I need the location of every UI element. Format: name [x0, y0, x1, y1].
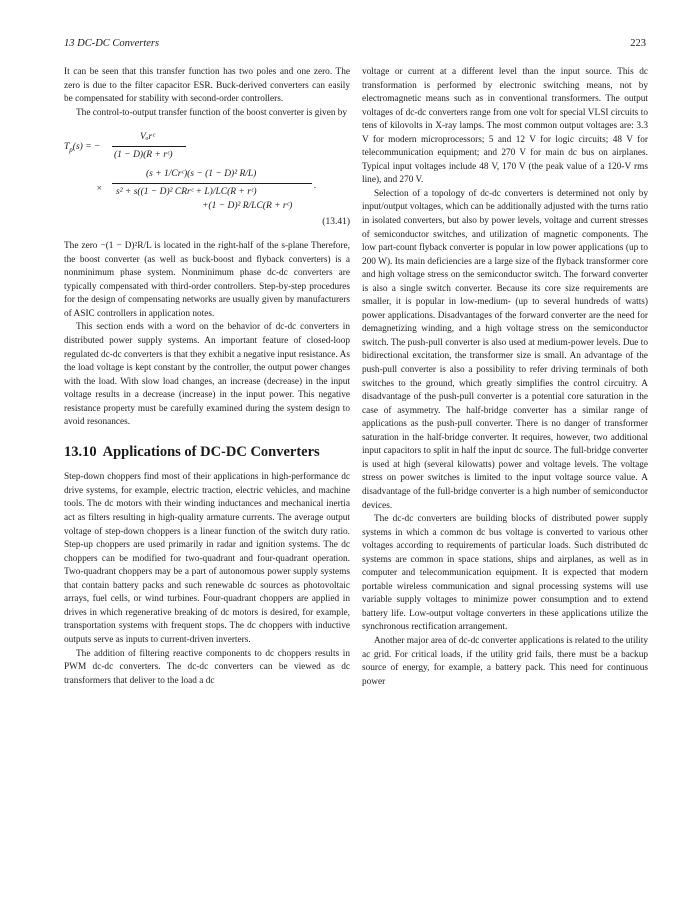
equation-lhs: $T_p(s)$ = − — [64, 142, 101, 155]
fraction-1-numerator: Vₒrᶜ — [140, 132, 155, 143]
right-column — [362, 66, 648, 689]
paragraph: The control-to-output transfer function of the boost converter is given by — [76, 107, 348, 118]
paragraph: The dc-dc converters are building blocks of distributed power supply systems in which a common dc bus voltage is converted to various other voltages according to requirements of particular loads. Such distributed dc systems are common in space stations, ships and airplanes, as well as in computer and telecommunication equipment. It is expected that modern portable wireless communication and signal processing systems will use variable supply voltages to minimize power consumption and to extend battery life. Low-output voltage converters in these applications utilize the synchronous rectification arrangement. — [362, 514, 648, 633]
paragraph: voltage or current at a different level than the input source. This dc transformation is performed by electronic switching means, not by electromagnetic means such as in conventional transformers. The output voltages of dc-dc converters range from one volt for special VLSI circuits to tens of kilovolts in X-ray lamps. The most common output voltages are: 3.3 V for modern microprocessors; 5 and 12 V for logic circuits; 48 V for telecommunication equipment; and 270 V for main dc bus on airplanes. Typical input voltages include 48 V, 170 V (the peak value of a 120-V rms line), and 270 V. — [362, 67, 648, 186]
paragraph: Step-down choppers find most of their applications in high-performance dc drive systems, for example, electric traction, electric vehicles, and machine tools. The dc motors with their winding inductances and mechanical inertia act as filters resulting in high-quality armature currents. The average output voltage of step-down choppers is a linear function of the switch duty ratio. Step-up choppers are used primarily in radar and ignition systems. The dc choppers can be modified for two-quadrant and four-quadrant operation. Two-quadrant choppers may be a part of autonomous power supply systems that contain battery packs and such renewable dc sources as photovoltaic arrays, fuel cells, or wind turbines. Four-quadrant choppers are applied in drives in which regenerative breaking of dc motors is desired, for example, transportation systems with frequent stops. The dc choppers with inductive outputs serve as inputs to current-driven inverters. — [64, 472, 350, 645]
times-sign: × — [96, 184, 103, 195]
left-column — [64, 66, 350, 688]
fraction-2-bar — [112, 183, 312, 184]
section-title: Applications of DC-DC Converters — [102, 443, 320, 460]
page-number: 223 — [630, 38, 646, 49]
equation-number: (13.41) — [322, 217, 350, 228]
paragraph: Selection of a topology of dc-dc converters is determined not only by input/output voltages, which can be additionally adjusted with the turns ratio in isolated converters, but also by power levels, voltage and current stresses of semiconductor switches, and utilization of magnetic components. The low part-count flyback converter is popular in low power applications (up to 200 W). Its main deficiencies are a large size of the flyback transformer core and high voltage stress on the semiconductor switch. The forward converter is also a single switch converter. Because its core size requirements are smaller, it is popular in low-medium- (up to several hundreds of watts) power applications. Disadvantages of the forward converter are the need for demagnetizing winding, and a high voltage stress on the semiconductor switch. The push-pull converter is also used at medium-power levels. Due to bidirectional excitation, the transformer size is small. An advantage of the push-pull converter is also a possibility to refer driving terminals of both switches to the ground, which greatly simplifies the control circuitry. A disadvantage of the push-pull converter is a potential core saturation in the case of asymmetry. The half-bridge converter has a similar range of applications as the push-pull converter. There is no danger of transformer saturation in the half-bridge converter. It requires, however, two additional input capacitors to split in half the input dc source. The full-bridge converter is used at high (several kilowatts) power and voltage levels. The voltage stress on power switches is limited to the input voltage source value. A disadvantage of the full-bridge converter is a high number of semiconductor devices. — [362, 188, 648, 511]
equation-period: . — [314, 181, 317, 192]
running-header-chapter: 13 DC-DC Converters — [64, 38, 160, 49]
paragraph: The addition of filtering reactive components to dc choppers results in PWM dc-dc converters. The dc-dc converters can be viewed as dc transformers that deliver to the load a dc — [64, 648, 350, 686]
fraction-2-numerator: (s + 1/Crᶜ)(s − (1 − D)² R/L) — [146, 169, 257, 180]
section-heading — [64, 443, 350, 460]
section-number: 13.10 — [64, 443, 97, 460]
paragraph: The zero −(1 − D)²R/L is located in the right-half of the s-plane Therefore, the boost converter (as well as buck-boost and flyback converters) is a nonminimum phase system. Nonminimum phase dc-dc converters are typically compensated with third-order controllers. Step-by-step procedures for the design of compensating networks are usually given by manufacturers of ASIC controllers in application notes. — [64, 241, 350, 319]
fraction-2-denominator-line-1: s² + s((1 − D)² CRrᶜ + L)/LC(R + rᶜ) — [116, 187, 257, 198]
fraction-1-denominator: (1 − D)(R + rᶜ) — [114, 150, 173, 161]
fraction-2-denominator-line-2: +(1 − D)² R/LC(R + rᶜ) — [202, 201, 293, 212]
equation-13-41 — [64, 124, 350, 230]
fraction-1-bar — [112, 146, 186, 147]
paragraph: Another major area of dc-dc converter applications is related to the utility ac grid. For critical loads, if the utility grid fails, there must be a backup source of energy, for example, a battery pack. This need for continuous power — [362, 635, 648, 687]
paragraph: It can be seen that this transfer function has two poles and one zero. The zero is due to the filter capacitor ESR. Buck-derived converters can easily be compensated for stability with second-order controllers. — [64, 67, 350, 105]
paragraph: This section ends with a word on the behavior of dc-dc converters in distributed power supply systems. An important feature of closed-loop regulated dc-dc converters is that they exhibit a negative input resistance. As the load voltage is kept constant by the controller, the output power changes with the load. With slow load changes, an increase (decrease) in the input voltage results in a decrease (increase) in the input power. This negative resistance property must be carefully examined during the system design to avoid resonances. — [64, 322, 350, 428]
